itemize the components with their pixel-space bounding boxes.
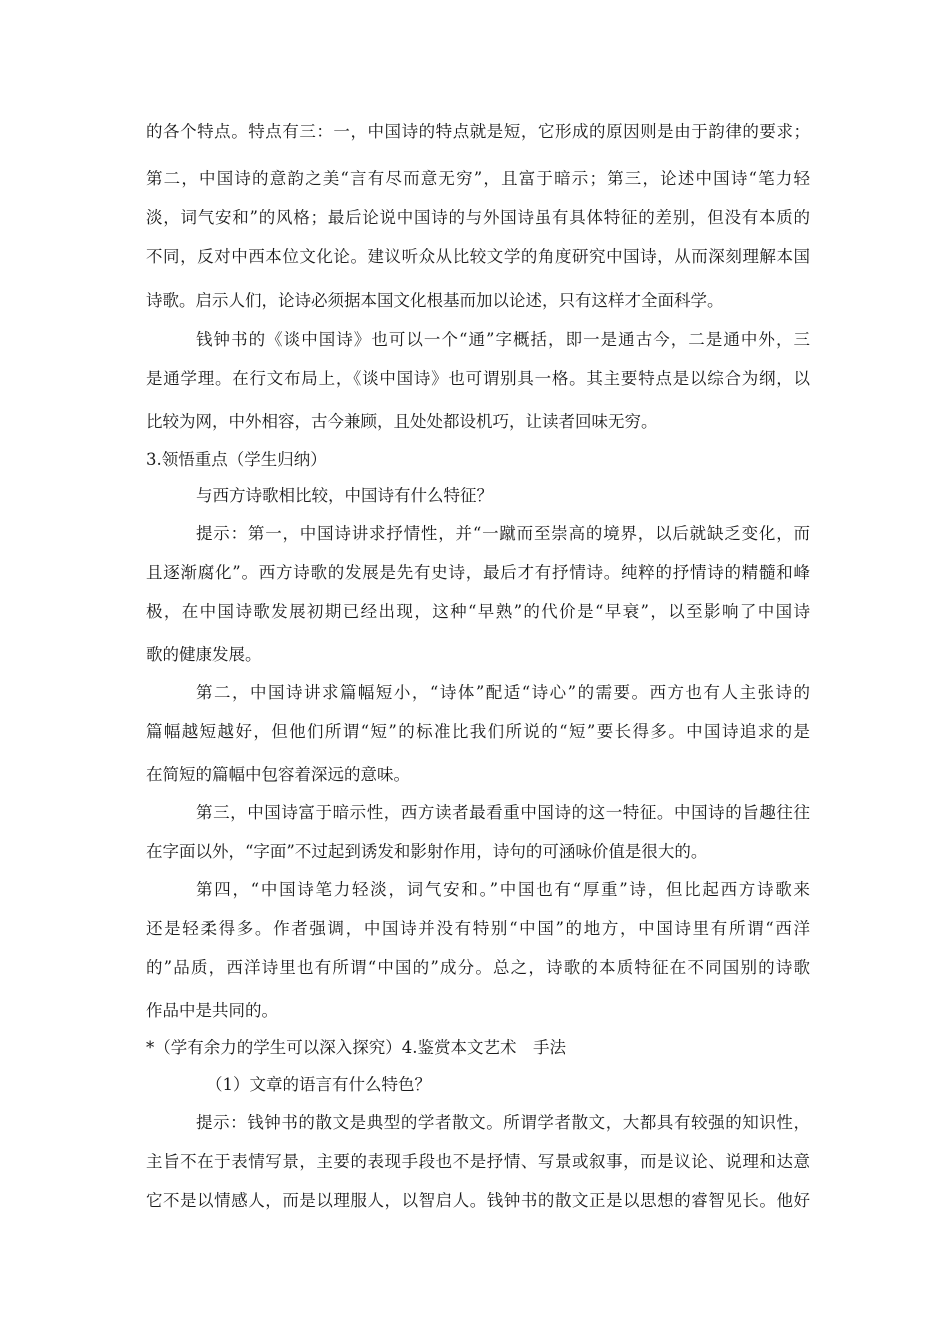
text-line: 歌的健康发展。 xyxy=(146,645,262,664)
text-line: 极，在中国诗歌发展初期已经出现，这种“早熟”的代价是“早衰”，以至影响了中国诗 xyxy=(146,602,810,621)
question-line: （1）文章的语言有什么特色？ xyxy=(206,1075,431,1094)
text-line: 比较为网，中外相容，古今兼顾，且处处都设机巧，让读者回味无穷。 xyxy=(146,412,658,431)
section-heading: *（学有余力的学生可以深入探究）4.鉴赏本文艺术 手法 xyxy=(146,1038,566,1057)
text-line: 第四，“中国诗笔力轻淡，词气安和。”中国也有“厚重”诗，但比起西方诗歌来 xyxy=(196,880,810,899)
text-line: 的各个特点。特点有三：一，中国诗的特点就是短，它形成的原因则是由于韵律的要求； xyxy=(146,122,810,141)
text-line: 不同，反对中西本位文化论。建议听众从比较文学的角度研究中国诗，从而深刻理解本国 xyxy=(146,247,810,266)
text-line: 且逐渐腐化”。西方诗歌的发展是先有史诗，最后才有抒情诗。纯粹的抒情诗的精髓和峰 xyxy=(146,563,810,582)
text-line: 是通学理。在行文布局上，《谈中国诗》也可谓别具一格。其主要特点是以综合为纲，以 xyxy=(146,369,810,388)
text-line: 在简短的篇幅中包容着深远的意味。 xyxy=(146,765,410,784)
text-line: 淡，词气安和”的风格；最后论说中国诗的与外国诗虽有具体特征的差别，但没有本质的 xyxy=(146,208,810,227)
question-line: 与西方诗歌相比较，中国诗有什么特征？ xyxy=(196,486,493,505)
text-line: 篇幅越短越好，但他们所谓“短”的标准比我们所说的“短”要长得多。中国诗追求的是 xyxy=(146,722,810,741)
text-line: 钱钟书的《谈中国诗》也可以一个“通”字概括，即一是通古今，二是通中外，三 xyxy=(196,330,810,349)
text-line: 诗歌。启示人们，论诗必须据本国文化根基而加以论述，只有这样才全面科学。 xyxy=(146,291,724,310)
text-line: 还是轻柔得多。作者强调，中国诗并没有特别“中国”的地方，中国诗里有所谓“西洋 xyxy=(146,919,810,938)
text-line: 的”品质，西洋诗里也有所谓“中国的”成分。总之，诗歌的本质特征在不同国别的诗歌 xyxy=(146,958,810,977)
text-line: 作品中是共同的。 xyxy=(146,1001,278,1020)
text-line: 提示：第一，中国诗讲求抒情性，并“一蹴而至崇高的境界，以后就缺乏变化，而 xyxy=(196,524,810,543)
section-heading: 3.领悟重点（学生归纳） xyxy=(146,450,327,469)
text-line: 第三，中国诗富于暗示性，西方读者最看重中国诗的这一特征。中国诗的旨趣往往 xyxy=(196,803,810,822)
text-line: 提示：钱钟书的散文是典型的学者散文。所谓学者散文，大都具有较强的知识性， xyxy=(196,1113,810,1132)
text-line: 主旨不在于表情写景，主要的表现手段也不是抒情、写景或叙事，而是议论、说理和达意 xyxy=(146,1152,810,1171)
text-line: 第二，中国诗讲求篇幅短小，“诗体”配适“诗心”的需要。西方也有人主张诗的 xyxy=(196,683,810,702)
text-line: 它不是以情感人，而是以理服人，以智启人。钱钟书的散文正是以思想的睿智见长。他好 xyxy=(146,1191,810,1210)
text-line: 第二，中国诗的意韵之美“言有尽而意无穷”，且富于暗示；第三，论述中国诗“笔力轻 xyxy=(146,169,810,188)
text-line: 在字面以外，“字面”不过起到诱发和影射作用，诗句的可涵咏价值是很大的。 xyxy=(146,842,708,861)
